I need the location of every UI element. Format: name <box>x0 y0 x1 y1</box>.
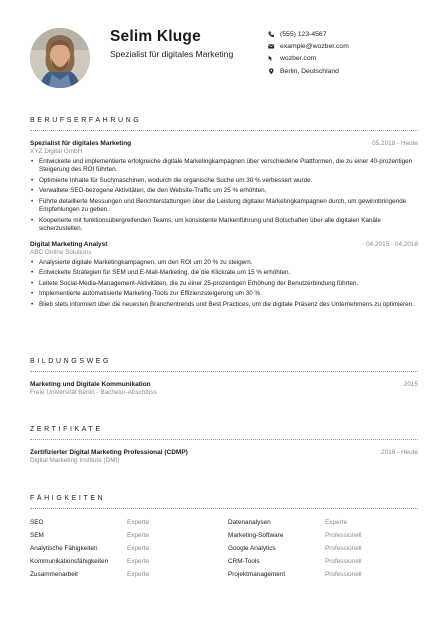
contact-website <box>268 53 438 65</box>
skill-name: Google Analytics <box>228 545 276 552</box>
link-icon <box>268 55 280 62</box>
certificates-section <box>30 426 418 465</box>
contact-email <box>268 40 438 52</box>
location-pin-icon <box>268 68 280 75</box>
job-bullet: • Implementierte automatisierte Marketing-Tools zur Effizienzsteigerung um 30 %. <box>30 290 418 298</box>
job-company: ABC Online Solutions <box>30 248 92 256</box>
resume-header <box>0 0 448 112</box>
job-bullet: • Kooperierte mit funktionsübergreifenden Teams, um konsistente Markenführung und Botschaften über alle digitalen Kanäle sicherzustellen. <box>30 217 418 234</box>
job-company: XYZ Digital GmbH <box>30 148 83 155</box>
skill-level: Professionell <box>325 532 362 539</box>
education-year: 2015 <box>403 381 418 388</box>
education-entry <box>30 381 418 397</box>
contact-location <box>268 65 438 77</box>
section-title-skills: FÄHIGKEITEN <box>30 495 106 502</box>
phone-icon <box>268 31 280 38</box>
section-title-education: BILDUNGSWEG <box>30 358 112 365</box>
avatar <box>30 28 90 88</box>
skill-level: Experte <box>127 571 150 578</box>
experience-section <box>30 117 418 311</box>
contact-phone <box>268 28 438 40</box>
skills-section <box>30 495 418 579</box>
certificate-date: 2016 - Heute <box>381 449 418 456</box>
skill-name: Kommunikationsfähigkeiten <box>30 558 109 565</box>
skills-grid <box>30 519 418 579</box>
job-bullets <box>30 158 418 234</box>
skill-level: Experte <box>127 532 150 539</box>
person-photo-icon <box>30 28 90 88</box>
certificate-name: Zertifizierter Digital Marketing Professional (CDMP) <box>30 449 188 456</box>
education-section <box>30 358 418 397</box>
skill-level: Experte <box>325 519 348 526</box>
skill-level: Experte <box>127 519 150 526</box>
skill-level: Experte <box>127 558 150 565</box>
skill-level: Professionell <box>325 571 362 578</box>
job-bullet: • Entwickelte und implementierte erfolgreiche digitale Marketingkampagnen über verschiedene Plattformen, die zu einer 40-prozentigen Steigerung des ROI führten. <box>30 158 418 175</box>
certificate-entry <box>30 449 418 465</box>
job-position: Digital Marketing Analyst <box>30 240 108 248</box>
job-bullet: • Entwickelte Strategien für SEM und E-Mail-Marketing, die die Klickrate um 15 % erhöhten. <box>30 269 418 277</box>
job-date: 05.2018 - Heute <box>372 140 418 147</box>
skill-level: Professionell <box>325 558 362 565</box>
skill-name: Analytische Fähigkeiten <box>30 545 98 552</box>
job-bullet: • Blieb stets informiert über die neuesten Branchentrends und Best Practices, um die digitale Präsenz des Unternehmens zu optimieren. <box>30 301 418 309</box>
section-title-certificates: ZERTIFIKATE <box>30 426 103 433</box>
job-bullet: • Leitete Social-Media-Management-Aktivitäten, die zu einer 25-prozentigen Erhöhung der Benutzerbindung führten. <box>30 280 418 288</box>
section-divider <box>30 371 418 372</box>
section-divider <box>30 508 418 509</box>
contact-website-text[interactable]: wozber.com <box>280 55 317 63</box>
contact-location-text: Berlin, Deutschland <box>280 67 339 75</box>
contact-email-text[interactable]: example@wozber.com <box>280 42 349 50</box>
skill-name: SEO <box>30 519 44 526</box>
job-bullet: • Optimierte Inhalte für Suchmaschinen, wodurch die organische Suche um 30 % verbessert wurde. <box>30 177 418 185</box>
job-bullet: • Verwaltete SEO-bezogene Aktivitäten, die den Website-Traffic um 25 % erhöhten. <box>30 187 418 195</box>
section-divider <box>30 130 418 131</box>
school-name: Freie Universität Berlin - Bachelor-Abschluss <box>30 389 157 396</box>
skill-name: Datenanalysen <box>228 519 271 526</box>
certificate-issuer: Digital Marketing Institute (DMI) <box>30 457 120 464</box>
email-icon <box>268 43 280 50</box>
job-bullet: • Führte detaillierte Messungen und Berichterstattungen über die Leistung digitaler Marketingkampagnen durch, um gewinnbringende Empfehlungen zu geben. <box>30 198 418 215</box>
skill-name: CRM-Tools <box>228 558 260 565</box>
skill-name: Zusammenarbeit <box>30 571 78 578</box>
experience-entry <box>30 140 418 234</box>
section-divider <box>30 439 418 440</box>
job-bullets <box>30 259 418 309</box>
skill-level: Professionell <box>325 545 362 552</box>
contact-phone-text[interactable]: (555) 123-4567 <box>280 30 327 38</box>
degree-title: Marketing und Digitale Kommunikation <box>30 381 151 388</box>
contact-list <box>268 28 438 77</box>
experience-entry <box>30 241 418 309</box>
person-name: Selim Kluge <box>110 28 201 45</box>
job-title: Spezialist für digitales Marketing <box>110 49 234 59</box>
job-position: Spezialist für digitales Marketing <box>30 140 132 147</box>
section-title-experience: BERUFSERFAHRUNG <box>30 117 142 124</box>
job-bullet: • Analysierte digitale Marketingkampagnen, um den ROI um 20 % zu steigern. <box>30 259 418 267</box>
skill-name: SEM <box>30 532 44 539</box>
skill-name: Marketing-Software <box>228 532 284 539</box>
skill-name: Projektmanagement <box>228 571 286 578</box>
job-date: 04.2015 - 04.2018 <box>366 240 418 248</box>
skill-level: Experte <box>127 545 150 552</box>
